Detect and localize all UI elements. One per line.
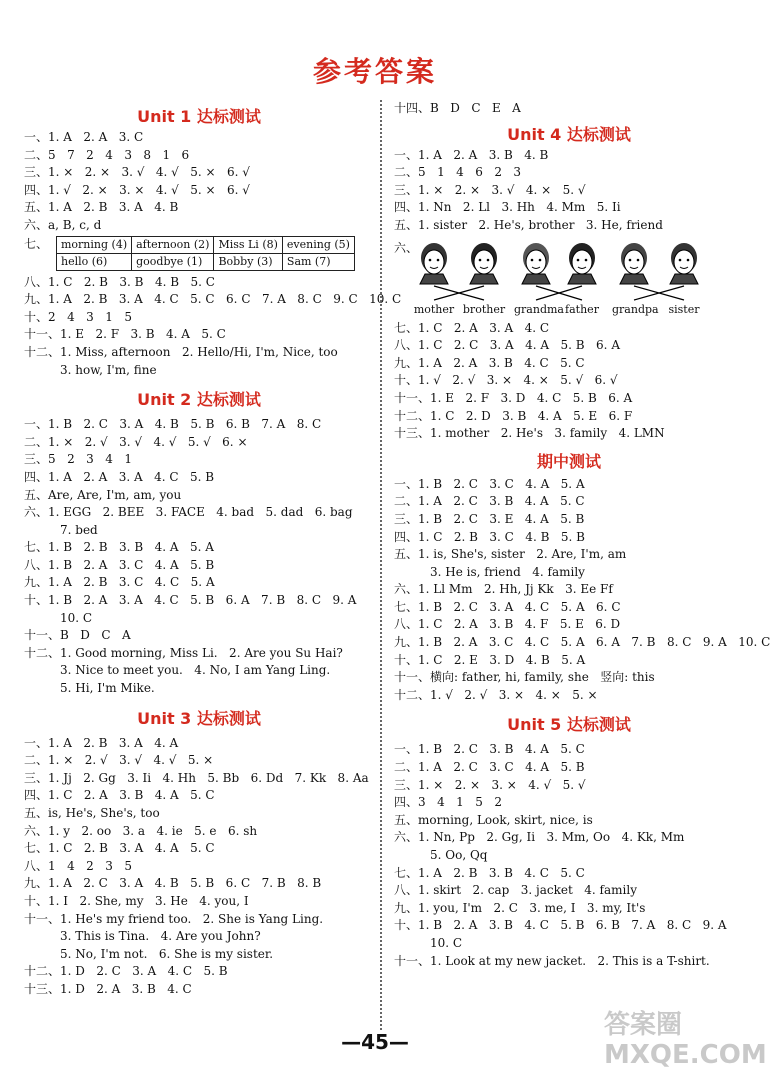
answer-line: 十一、B D C A [24,628,131,643]
answer-line: 八、1. skirt 2. cap 3. jacket 4. family [394,883,637,898]
section-heading: Unit 1 达标测试 [137,107,261,126]
answer-line: 十一、横向: father, hi, family, she 竖向: this [394,670,655,685]
answer-line: 九、1. B 2. A 3. C 4. C 5. A 6. A 7. B 8. C 9. A 10. C [394,635,770,650]
answer-line: 十二、1. Miss, afternoon 2. Hello/Hi, I'm, Nice, too [24,344,338,359]
answer-line: 一、1. B 2. C 3. A 4. B 5. B 6. B 7. A 8. C [24,417,322,432]
answer-line: 五、1. A 2. B 3. A 4. B [24,200,179,215]
table-cell: afternoon (2) [132,236,214,253]
answer-line: 九、1. A 2. A 3. B 4. C 5. C [394,355,585,370]
answer-line: 九、1. A 2. B 3. A 4. C 5. C 6. C 7. A 8. C 9. C 10. C [24,292,402,307]
column-divider [380,100,382,1030]
answer-line: 三、1. × 2. × 3. × 4. √ 5. √ [394,777,586,792]
answer-line: 六、1. Nn, Pp 2. Gg, Ii 3. Mm, Oo 4. Kk, Mm [394,830,685,845]
family-faces-icon [394,236,724,302]
answer-line: 十一、1. E 2. F 3. D 4. C 5. B 6. A [394,390,633,405]
answer-line: 七、1. C 2. B 3. A 4. A 5. C [24,841,215,856]
answer-line: 十二、1. C 2. D 3. B 4. A 5. E 6. F [394,408,633,423]
table-cell: hello (6) [57,253,132,270]
question-label: 六、 [394,240,419,255]
section-heading: Unit 3 达标测试 [137,708,261,728]
page-number: —45— [341,1030,409,1054]
female-face-icon [522,243,550,284]
section-heading: 期中测试 [536,451,601,471]
answer-line: 七、1. B 2. C 3. A 4. C 5. A 6. C [394,599,621,614]
family-member-label: mother [413,302,455,316]
answer-line: 八、1. B 2. A 3. C 4. A 5. B [24,557,215,572]
right-column [394,100,770,970]
question-label: 七、 [24,236,49,251]
answer-line: 十、2 4 3 1 5 [24,309,132,324]
answer-line: 十、1. I 2. She, my 3. He 4. you, I [24,893,249,908]
table-cell: evening (5) [282,236,354,253]
answer-line: 九、1. A 2. B 3. C 4. C 5. A [24,575,215,590]
answer-line: 九、1. you, I'm 2. C 3. me, I 3. my, It's [394,900,646,915]
answer-line: 十二、1. Good morning, Miss Li. 2. Are you Su Hai? [24,645,343,660]
table-cell: morning (4) [57,236,132,253]
watermark-logo: 答案圈 MXQE.COM [604,1010,767,1070]
answer-line: 一、1. A 2. B 3. A 4. A [24,735,179,750]
answer-line: 四、1. C 2. A 3. B 4. A 5. C [24,788,215,803]
table-cell: goodbye (1) [132,253,214,270]
answer-line: 四、1. √ 2. × 3. × 4. √ 5. × 6. √ [24,182,250,197]
answer-line: 六、a, B, c, d [24,217,102,232]
answer-line: 五、1. is, She's, sister 2. Are, I'm, am [394,547,627,562]
answer-line: 四、1. A 2. A 3. A 4. C 5. B [24,469,215,484]
section-heading: Unit 2 达标测试 [137,390,261,410]
family-member-label: grandpa [612,302,659,316]
answer-line: 一、1. A 2. A 3. B 4. B [394,147,549,162]
answer-line: 八、1. C 2. C 3. A 4. A 5. B 6. A [394,338,620,353]
answer-line: 二、1. A 2. C 3. B 4. A 5. C [394,494,585,509]
answer-line: 十二、1. √ 2. √ 3. × 4. × 5. × [394,687,598,702]
female-face-icon [670,243,698,284]
male-face-icon [470,243,498,284]
answer-line: 七、1. C 2. A 3. A 4. C [394,320,550,335]
answer-line: 一、1. A 2. A 3. C [24,130,144,144]
female-face-icon [420,243,448,284]
family-matching-figure [394,236,744,318]
family-member-label: sister [668,302,700,316]
answer-line: 十、1. B 2. A 3. B 4. C 5. B 6. B 7. A 8. C 9. A [394,918,727,933]
answer-line: 十三、1. mother 2. He's 3. family 4. LMN [394,426,665,441]
answer-line: 7. bed [60,522,98,537]
answer-line: 四、3 4 1 5 2 [394,795,502,810]
family-member-label: brother [462,302,506,316]
answer-line: 十、1. √ 2. √ 3. × 4. × 5. √ 6. √ [394,373,618,388]
left-column [24,100,402,999]
family-member-label: father [565,302,599,316]
answer-line: 十一、1. He's my friend too. 2. She is Yang Ling. [24,911,324,926]
answer-line: 三、1. B 2. C 3. E 4. A 5. B [394,511,585,526]
table-cell: Miss Li (8) [214,236,282,253]
answer-line: 三、1. × 2. × 3. √ 4. × 5. √ [394,182,586,197]
answer-line: 六、1. y 2. oo 3. a 4. ie 5. e 6. sh [24,823,258,838]
answer-line: 二、5 1 4 6 2 3 [394,165,522,180]
family-member-label: grandma [514,302,564,316]
table-cell: Bobby (3) [214,253,282,270]
answer-line: 十、1. B 2. A 3. A 4. C 5. B 6. A 7. B 8. C 9. A [24,593,357,608]
answer-line: 5. Oo, Qq [430,848,488,862]
answer-line: 十四、B D C E A [394,101,521,115]
section-heading: Unit 4 达标测试 [507,124,631,144]
answer-line: 八、1. C 2. A 3. B 4. F 5. E 6. D [394,617,621,632]
answer-line: 三、5 2 3 4 1 [24,452,132,467]
answer-line: 七、1. A 2. B 3. B 4. C 5. C [394,865,585,880]
answer-line: 八、1 4 2 3 5 [24,858,132,873]
answer-line: 一、1. B 2. C 3. C 4. A 5. A [394,476,585,491]
answer-line: 六、1. Ll Mm 2. Hh, Jj Kk 3. Ee Ff [394,582,613,597]
answer-line: 三、1. Jj 2. Gg 3. Ii 4. Hh 5. Bb 6. Dd 7. Kk 8. Aa [24,770,369,785]
answer-line: 5. Hi, I'm Mike. [60,681,155,696]
answer-line: 九、1. A 2. C 3. A 4. B 5. B 6. C 7. B 8. B [24,876,322,891]
answer-line: 十三、1. D 2. A 3. B 4. C [24,981,192,996]
answer-line: 十、1. C 2. E 3. D 4. B 5. A [394,652,586,667]
matching-table-block [24,236,374,271]
answer-line: 十一、1. E 2. F 3. B 4. A 5. C [24,327,226,342]
table-cell: Sam (7) [282,253,354,270]
answer-line: 五、Are, Are, I'm, am, you [24,487,182,502]
answer-line: 10. C [430,935,463,950]
answer-line: 二、1. × 2. √ 3. √ 4. √ 5. √ 6. × [24,434,248,449]
answer-line: 五、1. sister 2. He's, brother 3. He, friend [394,217,663,232]
answer-line: 五、is, He's, She's, too [24,806,160,820]
answer-line: 七、1. B 2. B 3. B 4. A 5. A [24,540,214,555]
answer-line: 5. No, I'm not. 6. She is my sister. [60,946,274,961]
answer-line: 四、1. Nn 2. Ll 3. Hh 4. Mm 5. Ii [394,200,621,215]
answer-line: 三、1. × 2. × 3. √ 4. √ 5. × 6. √ [24,165,250,180]
answer-line: 二、1. × 2. √ 3. √ 4. √ 5. × [24,753,214,768]
section-heading: Unit 5 达标测试 [507,715,631,735]
answer-line: 二、1. A 2. C 3. C 4. A 5. B [394,760,585,775]
answer-line: 五、morning, Look, skirt, nice, is [394,812,593,827]
answer-line: 3. He is, friend 4. family [430,564,585,579]
answer-line: 四、1. C 2. B 3. C 4. B 5. B [394,529,585,544]
answer-line: 六、1. EGG 2. BEE 3. FACE 4. bad 5. dad 6. bag [24,505,353,520]
page-title: 参考答案 [312,55,437,88]
answer-line: 十一、1. Look at my new jacket. 2. This is a T-shirt. [394,953,710,968]
answer-line: 十二、1. D 2. C 3. A 4. C 5. B [24,964,228,979]
answer-line: 3. Nice to meet you. 4. No, I am Yang Ling. [60,663,331,678]
answer-line: 八、1. C 2. B 3. B 4. B 5. C [24,274,215,289]
answer-line: 二、5 7 2 4 3 8 1 6 [24,147,190,162]
matching-table [56,236,355,271]
answer-line: 3. how, I'm, fine [60,362,157,377]
answer-line: 一、1. B 2. C 3. B 4. A 5. C [394,742,585,757]
answer-line: 3. This is Tina. 4. Are you John? [60,929,261,944]
answer-line: 10. C [60,610,93,625]
male-face-icon [568,243,596,284]
male-face-icon [620,243,648,284]
